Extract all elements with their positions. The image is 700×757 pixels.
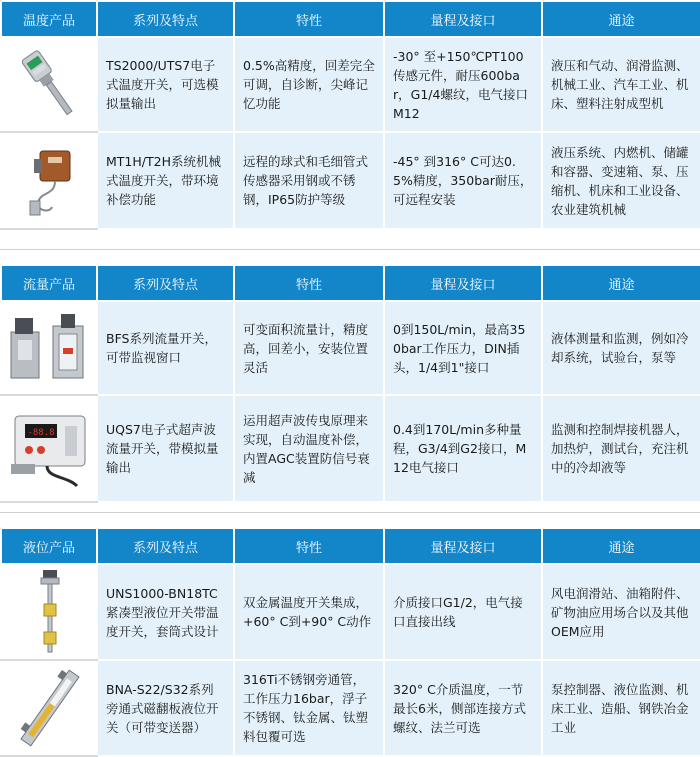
- series-cell: BNA-S22/S32系列旁通式磁翻板液位开关（可带变送器）: [97, 660, 234, 756]
- product-image-cell: [1, 132, 97, 229]
- range-cell: 0到150L/min，最高350bar工作压力，DIN插头，1/4到1"接口: [384, 301, 542, 395]
- use-cell: 液压系统、内燃机、储罐和容器、变速箱、泵、压缩机、机床和工业设备、农业建筑机械: [542, 132, 700, 229]
- table-row: [1, 660, 700, 756]
- header-feature: 特性: [234, 1, 384, 37]
- range-cell: 320° C介质温度，一节最长6米，侧部连接方式螺纹、法兰可选: [384, 660, 542, 756]
- temperature-section: [0, 0, 700, 230]
- header-range: 量程及接口: [384, 528, 542, 564]
- level-table: [0, 527, 700, 757]
- header-category: 流量产品: [1, 265, 97, 301]
- ultrasonic-flow-switch-image: [2, 406, 98, 492]
- use-cell: 监测和控制焊接机器人，加热炉，测试台，充注机中的冷却液等: [542, 395, 700, 502]
- series-cell: UQS7电子式超声波流量开关，带模拟量输出: [97, 395, 234, 502]
- header-series: 系列及特点: [97, 265, 234, 301]
- table-row: [1, 132, 700, 229]
- header-use: 通途: [542, 528, 700, 564]
- product-image-cell: [1, 564, 97, 660]
- table-row: [1, 564, 700, 660]
- table-header-row: [1, 1, 700, 37]
- temperature-table: [0, 0, 700, 230]
- product-image-cell: [1, 301, 97, 395]
- use-cell: 风电润滑站、油箱附件、矿物油应用场合以及其他OEM应用: [542, 564, 700, 660]
- flow-section: [0, 264, 700, 503]
- feature-cell: 运用超声波传曳原理来实现，自动温度补偿，内置AGC装置防信号衰减: [234, 395, 384, 502]
- header-use: 通途: [542, 1, 700, 37]
- use-cell: 液压和气动、润滑监测、机械工业、汽车工业、机床、塑料注射成型机: [542, 37, 700, 132]
- product-image-cell: [1, 395, 97, 502]
- feature-cell: 双金属温度开关集成，+60° C到+90° C动作: [234, 564, 384, 660]
- header-category: 温度产品: [1, 1, 97, 37]
- header-feature: 特性: [234, 265, 384, 301]
- svg-text:-88.8: -88.8: [27, 427, 55, 438]
- range-cell: -30° 至+150℃PT100传感元件，耐压600bar，G1/4螺纹，电气接口M12: [384, 37, 542, 132]
- flow-switch-window-image: [2, 308, 98, 388]
- header-use: 通途: [542, 265, 700, 301]
- temperature-switch-probe-image: [2, 45, 98, 125]
- series-cell: TS2000/UTS7电子式温度开关，可选模拟量输出: [97, 37, 234, 132]
- feature-cell: 远程的球式和毛细管式传感器采用钢或不锈钢，IP65防护等级: [234, 132, 384, 229]
- feature-cell: 316Ti不锈钢旁通管，工作压力16bar，浮子不锈钢、钛金属、钛塑料包覆可选: [234, 660, 384, 756]
- feature-cell: 可变面积流量计，精度高，回差小，安装位置灵活: [234, 301, 384, 395]
- section-divider: [0, 512, 700, 513]
- header-range: 量程及接口: [384, 1, 542, 37]
- capillary-thermostat-image: [2, 141, 98, 221]
- table-header-row: [1, 265, 700, 301]
- header-category: 液位产品: [1, 528, 97, 564]
- header-feature: 特性: [234, 528, 384, 564]
- range-cell: -45° 到316° C可达0.5%精度，350bar耐压，可远程安装: [384, 132, 542, 229]
- header-series: 系列及特点: [97, 528, 234, 564]
- product-image-cell: [1, 37, 97, 132]
- level-switch-rod-image: [2, 568, 98, 656]
- table-row: [1, 37, 700, 132]
- series-cell: UNS1000-BN18TC紧凑型液位开关带温度开关，套筒式设计: [97, 564, 234, 660]
- level-section: [0, 527, 700, 757]
- header-series: 系列及特点: [97, 1, 234, 37]
- use-cell: 泵控制器、液位监测、机床工业、造船、钢铁冶金工业: [542, 660, 700, 756]
- range-cell: 0.4到170L/min多种量程，G3/4到G2接口，M12电气接口: [384, 395, 542, 502]
- series-cell: MT1H/T2H系统机械式温度开关，带环境补偿功能: [97, 132, 234, 229]
- series-cell: BFS系列流量开关，可带监视窗口: [97, 301, 234, 395]
- table-header-row: [1, 528, 700, 564]
- flow-table: [0, 264, 700, 503]
- table-row: [1, 395, 700, 502]
- table-row: [1, 301, 700, 395]
- section-divider: [0, 249, 700, 250]
- range-cell: 介质接口G1/2，电气接口直接出线: [384, 564, 542, 660]
- header-range: 量程及接口: [384, 265, 542, 301]
- magnetic-level-gauge-image: [2, 664, 98, 752]
- feature-cell: 0.5%高精度，回差完全可调，自诊断，尖峰记忆功能: [234, 37, 384, 132]
- use-cell: 液体测量和监测，例如冷却系统，试验台，泵等: [542, 301, 700, 395]
- product-image-cell: [1, 660, 97, 756]
